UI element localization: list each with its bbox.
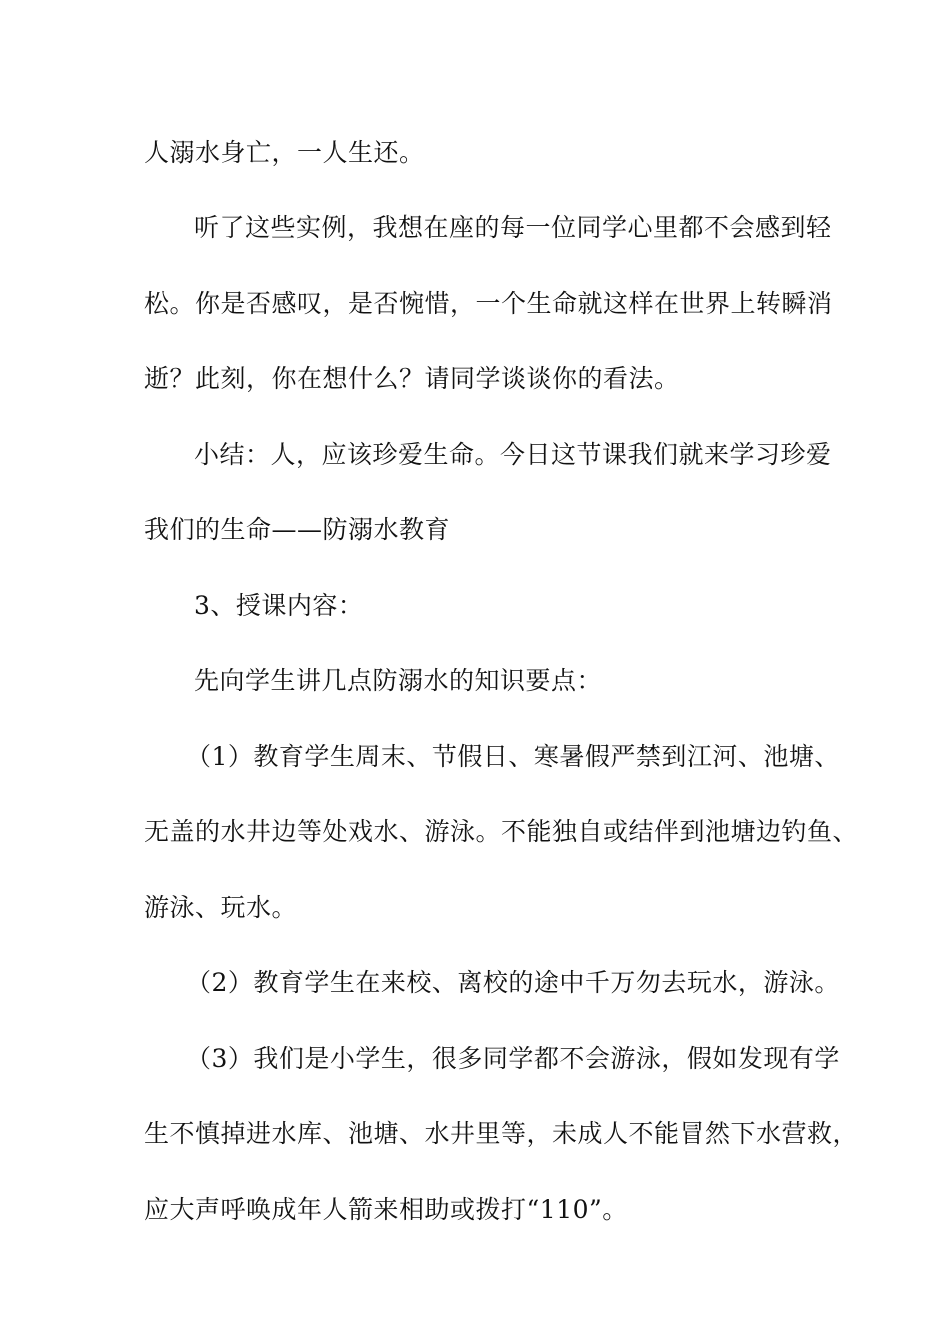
paragraph-line: 先向学生讲几点防溺水的知识要点： (194, 666, 603, 695)
paragraph-line: 听了这些实例，我想在座的每一位同学心里都不会感到轻 (194, 213, 832, 242)
text-line: 应大声呼唤成年人箭来相助或拨打“110”。 (144, 1195, 628, 1224)
text-line: 逝？此刻，你在想什么？请同学谈谈你的看法。 (144, 364, 680, 393)
text-line: 生不慎掉进水库、池塘、水井里等，未成人不能冒然下水营救， (144, 1119, 859, 1148)
text-line: 无盖的水井边等处戏水、游泳。不能独自或结伴到池塘边钓鱼、 (144, 817, 859, 846)
list-item-1: （1）教育学生周末、节假日、寒暑假严禁到江河、池塘、 (186, 742, 840, 771)
text-line: 松。你是否感叹，是否惋惜，一个生命就这样在世界上转瞬消 (144, 289, 833, 318)
list-item-3: （3）我们是小学生，很多同学都不会游泳，假如发现有学 (186, 1044, 840, 1073)
list-item-2: （2）教育学生在来校、离校的途中千万勿去玩水，游泳。 (186, 968, 840, 997)
text-line: 游泳、玩水。 (144, 893, 298, 922)
text-line: 人溺水身亡，一人生还。 (144, 138, 425, 167)
text-line: 我们的生命——防溺水教育 (144, 515, 451, 544)
section-heading: 3、授课内容： (194, 591, 364, 620)
summary-line: 小结：人，应该珍爱生命。今日这节课我们就来学习珍爱 (194, 440, 832, 469)
